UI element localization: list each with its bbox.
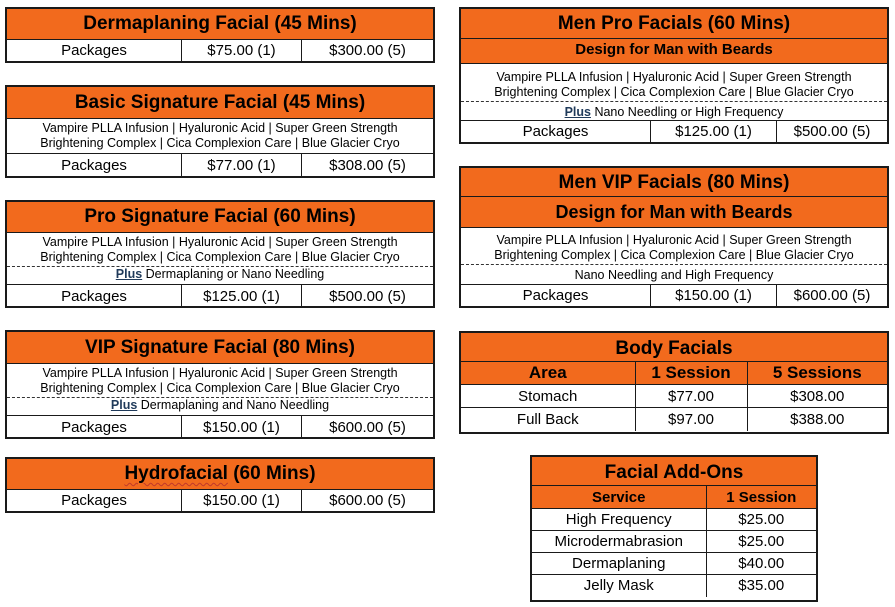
price-single: $77.00 (1) — [181, 154, 301, 178]
body-facials-title: Body Facials — [461, 333, 887, 362]
price-single: $150.00 (1) — [181, 416, 301, 439]
vip-signature-facial-card — [5, 330, 435, 439]
basic-signature-facial-title: Basic Signature Facial (45 Mins) — [7, 87, 433, 118]
treatments-line-1: Vampire PLLA Infusion | Hyaluronic Acid | Super Green Strength — [496, 70, 852, 84]
price-five: $600.00 (5) — [301, 416, 433, 439]
table-row — [461, 385, 887, 408]
plus-label: Plus — [110, 398, 138, 412]
table-row — [461, 408, 887, 431]
vip-signature-facial-title: VIP Signature Facial (80 Mins) — [7, 332, 433, 363]
plus-addon-line — [461, 104, 887, 120]
vip-packages-row — [7, 415, 433, 439]
treatments-line-1: Vampire PLLA Infusion | Hyaluronic Acid | Super Green Strength — [42, 235, 398, 249]
price-cell: $35.00 — [706, 575, 816, 597]
packages-label: Packages — [61, 492, 127, 509]
hydrofacial-title-word: Hydrofacial — [124, 463, 228, 484]
price-single: $125.00 (1) — [181, 285, 301, 308]
five-sessions-cell: $388.00 — [747, 408, 887, 431]
body-facials-table — [461, 361, 887, 431]
basic-packages-row — [7, 153, 433, 178]
packages-label: Packages — [61, 419, 127, 436]
plus-text: Nano Needling or High Frequency — [590, 105, 784, 119]
treatments-line-2: Brightening Complex | Cica Complexion Care | Blue Glacier Cryo — [40, 136, 400, 150]
facial-add-ons-title: Facial Add-Ons — [532, 457, 816, 486]
extra-treatment-line: Nano Needling and High Frequency — [574, 268, 774, 282]
price-five: $308.00 (5) — [301, 154, 433, 178]
session-header: 1 Session — [706, 486, 816, 509]
men-vip-packages-row — [461, 284, 887, 307]
facial-add-ons-table — [532, 485, 816, 597]
treatments-description — [7, 118, 433, 153]
price-five: $300.00 (5) — [301, 40, 433, 62]
packages-label: Packages — [522, 123, 589, 140]
pro-signature-facial-card — [5, 200, 435, 308]
men-pro-packages-row — [461, 120, 887, 143]
pro-packages-row — [7, 284, 433, 308]
plus-text: Dermaplaning and Nano Needling — [137, 398, 330, 412]
five-sessions-header: 5 Sessions — [747, 362, 887, 385]
price-cell: $25.00 — [706, 531, 816, 553]
table-row — [532, 509, 816, 531]
facial-add-ons-card — [530, 455, 818, 602]
body-facials-header-row — [461, 362, 887, 385]
price-cell: $40.00 — [706, 553, 816, 575]
hydrofacial-card — [5, 457, 435, 513]
treatments-description — [461, 63, 887, 104]
men-vip-facials-title: Men VIP Facials (80 Mins) — [461, 168, 887, 196]
plus-addon-line — [7, 266, 433, 284]
men-pro-facials-card — [459, 7, 889, 144]
dermaplaning-facial-card — [5, 7, 435, 63]
basic-signature-facial-card — [5, 85, 435, 178]
treatments-line-2: Brightening Complex | Cica Complexion Care | Blue Glacier Cryo — [7, 381, 433, 398]
packages-label: Packages — [61, 288, 127, 305]
treatments-description — [7, 232, 433, 266]
men-vip-facials-card — [459, 166, 889, 308]
body-facials-card — [459, 331, 889, 434]
plus-addon-line — [7, 397, 433, 415]
hydrofacial-title — [7, 459, 433, 489]
price-single: $150.00 (1) — [650, 285, 776, 307]
price-five: $500.00 (5) — [301, 285, 433, 308]
men-vip-facials-subtitle: Design for Man with Beards — [461, 196, 887, 227]
treatments-line-2: Brightening Complex | Cica Complexion Care | Blue Glacier Cryo — [461, 248, 887, 265]
dermaplaning-facial-title: Dermaplaning Facial (45 Mins) — [7, 9, 433, 39]
area-cell: Full Back — [461, 408, 635, 431]
packages-label: Packages — [61, 42, 127, 59]
treatments-line-1: Vampire PLLA Infusion | Hyaluronic Acid | Super Green Strength — [496, 233, 852, 247]
plus-text: Dermaplaning or Nano Needling — [142, 267, 325, 281]
treatments-description — [7, 363, 433, 397]
service-cell: High Frequency — [532, 509, 706, 531]
service-cell: Microdermabrasion — [532, 531, 706, 553]
price-five: $600.00 (5) — [301, 490, 433, 512]
dermaplaning-packages-row — [7, 39, 433, 62]
men-pro-facials-subtitle: Design for Man with Beards — [461, 38, 887, 63]
treatments-description — [461, 227, 887, 266]
service-header: Service — [532, 486, 706, 509]
hydrofacial-title-rest: (60 Mins) — [227, 463, 316, 484]
area-cell: Stomach — [461, 385, 635, 408]
treatments-line-1: Vampire PLLA Infusion | Hyaluronic Acid | Super Green Strength — [42, 366, 398, 380]
one-session-cell: $97.00 — [635, 408, 747, 431]
treatments-line-2: Brightening Complex | Cica Complexion Care | Blue Glacier Cryo — [7, 250, 433, 267]
packages-label: Packages — [522, 287, 589, 304]
plus-label: Plus — [115, 267, 143, 281]
pro-signature-facial-title: Pro Signature Facial (60 Mins) — [7, 202, 433, 232]
plus-label: Plus — [564, 105, 591, 119]
table-row — [532, 575, 816, 597]
price-five: $500.00 (5) — [776, 121, 887, 143]
table-row — [532, 553, 816, 575]
area-header: Area — [461, 362, 635, 385]
treatments-line-2: Brightening Complex | Cica Complexion Care | Blue Glacier Cryo — [461, 85, 887, 102]
service-cell: Jelly Mask — [532, 575, 706, 597]
packages-label: Packages — [61, 157, 127, 174]
hydrofacial-packages-row — [7, 489, 433, 512]
price-cell: $25.00 — [706, 509, 816, 531]
service-cell: Dermaplaning — [532, 553, 706, 575]
table-row — [532, 531, 816, 553]
price-five: $600.00 (5) — [776, 285, 887, 307]
price-single: $150.00 (1) — [181, 490, 301, 512]
one-session-cell: $77.00 — [635, 385, 747, 408]
price-single: $125.00 (1) — [650, 121, 776, 143]
one-session-header: 1 Session — [635, 362, 747, 385]
five-sessions-cell: $308.00 — [747, 385, 887, 408]
men-pro-facials-title: Men Pro Facials (60 Mins) — [461, 9, 887, 38]
treatments-line-1: Vampire PLLA Infusion | Hyaluronic Acid | Super Green Strength — [42, 121, 398, 135]
add-ons-header-row — [532, 486, 816, 509]
price-single: $75.00 (1) — [181, 40, 301, 62]
